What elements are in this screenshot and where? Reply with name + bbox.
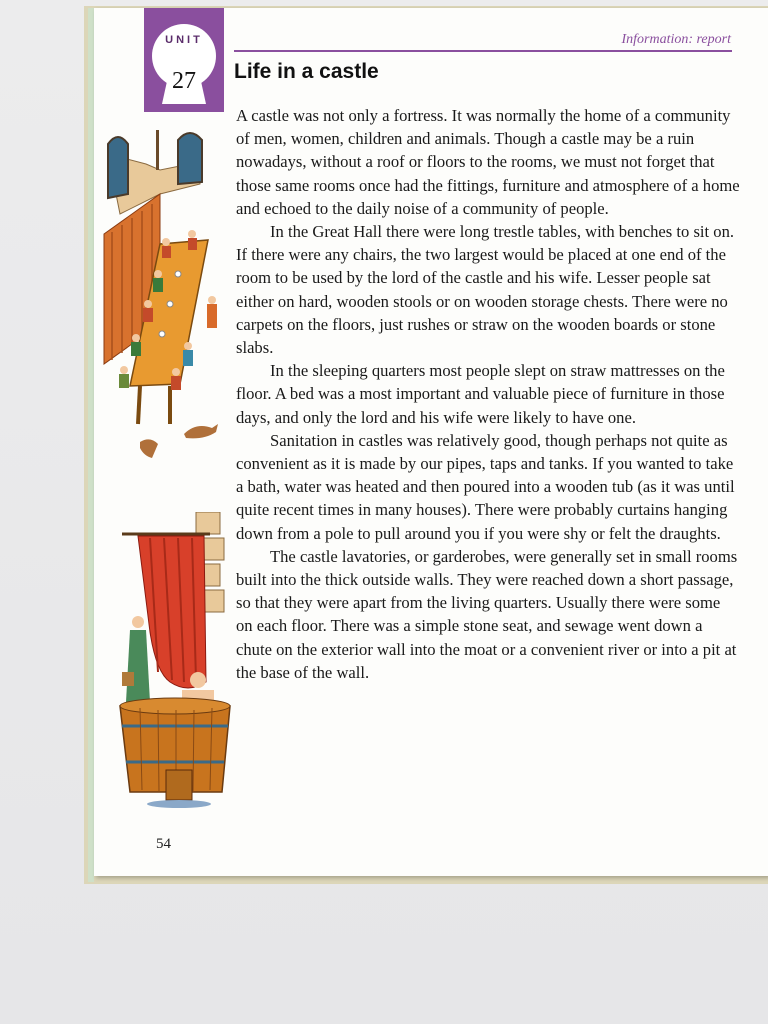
great-hall-illustration [100,124,232,464]
paragraph-great-hall: In the Great Hall there were long trestle tables, with benches to sit on. If there were any chairs, the two largest would be placed at one end of the room to be used by the lord of the castle and his wife. Lesser people sat either on hard, wooden stools or on wooden storage chests. There were no carpets on the floors, just rushes or straw on the wooden boards or stone slabs. [236,222,735,358]
unit-number: 27 [172,68,196,94]
unit-tab [144,8,224,112]
bath-illustration [114,512,234,808]
paragraph-sleeping-quarters: In the sleeping quarters most people slept on straw mattresses on the floor. A bed was a most important and valuable piece of furniture in those days, and only the lord and his wife were likely to have one. [236,361,725,427]
paragraph-garderobes: The castle lavatories, or garderobes, were generally set in small rooms built into the thick outside walls. They were reached down a short passage, so that they were apart from the living quarters. Usually there were some on each floor. There was a simple stone seat, and sewage went down a chute on the exterior wall into the moat or a convenient river or into a pit at the base of the wall. [236,546,738,682]
header-rule [234,50,732,52]
paragraph-intro: A castle was not only a fortress. It was normally the home of a community of men, women, children and animals. Though a castle may be a ruin nowadays, without a roof or floors to the rooms, we must not forget that those same rooms once had the fittings, furniture and atmosphere of a home and echoed to the daily noise of a community of people. [236,106,740,218]
page-number: 54 [156,836,171,852]
unit-label: UNIT [165,34,203,46]
article-body [236,104,741,684]
section-label: Information: report [621,32,731,47]
paragraph-sanitation: Sanitation in castles was relatively good, though perhaps not quite as convenient as it is made by our pipes, taps and tanks. If you wanted to take a bath, water was heated and then poured into a wooden tub (as it was until quite recent times in many houses). There were probably curtains hanging down from a pole to pull around you if you were shy or felt the draughts. [236,430,735,543]
page-title: Life in a castle [234,60,379,83]
